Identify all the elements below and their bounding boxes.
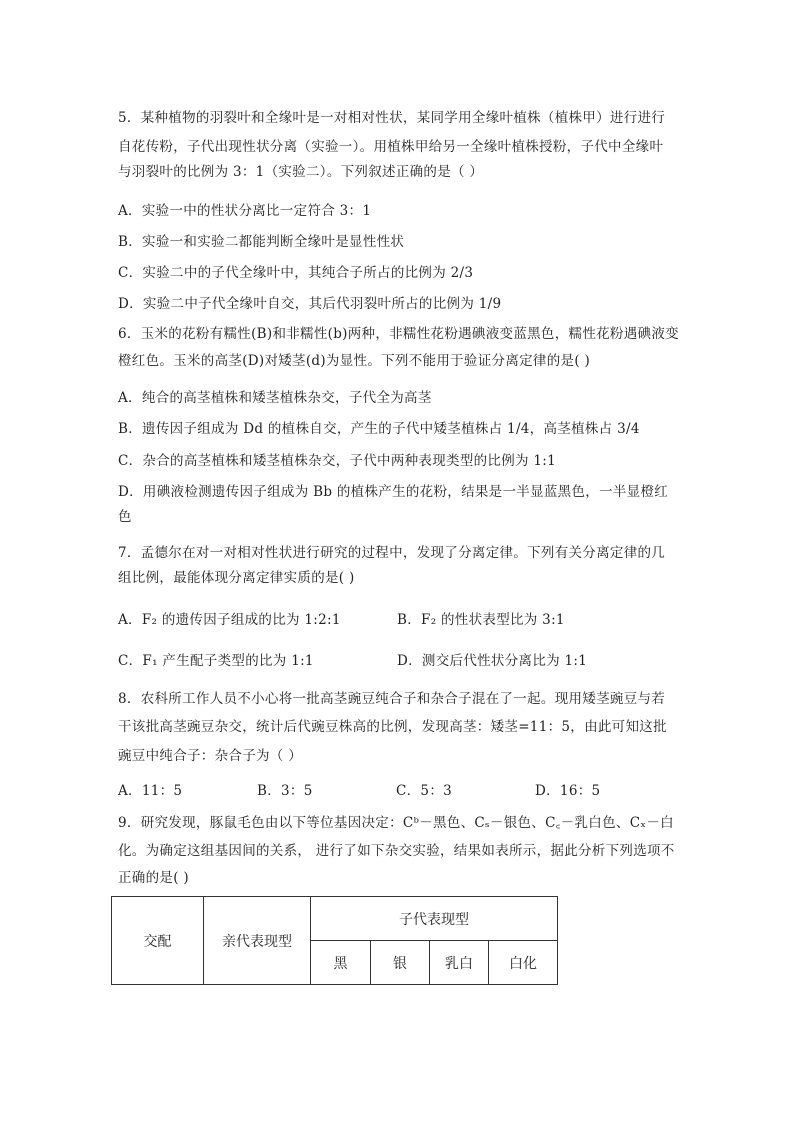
q6-stem-line-2: 橙红色。玉米的高茎(D)对矮茎(d)为显性。下列不能用于验证分离定律的是( ) [118, 353, 591, 369]
q5-option-a: A．实验一中的性状分离比一定符合 3：1 [118, 203, 372, 219]
q6-option-c: C．杂合的高茎植株和矮茎植株杂交，子代中两种表现类型的比例为 1:1 [118, 453, 557, 469]
q7-option-a: A．F₂ 的遗传因子组成的比为 1:2:1 [118, 612, 341, 628]
q5-stem-line-2: 自花传粉，子代出现性状分离（实验一）。用植株甲给另一全缘叶植株授粉，子代中全缘叶 [118, 139, 664, 155]
q9-stem-line-1: 9．研究发现，豚鼠毛色由以下等位基因决定：Cᵇ－黑色、Cₛ－银色、C꜀－乳白色、Cₓ－白 [118, 815, 674, 831]
q5-stem-line-1: 5．某种植物的羽裂叶和全缘叶是一对相对性状，某同学用全缘叶植株（植株甲）进行进行 [118, 110, 666, 126]
q6-option-b: B．遗传因子组成为 Dd 的植株自交，产生的子代中矮茎植株占 1/4，高茎植株占 3/4 [118, 421, 640, 437]
header-parent-phenotype: 亲代表现型 [204, 897, 311, 985]
q6-stem-line-1: 6．玉米的花粉有糯性(B)和非糯性(b)两种，非糯性花粉遇碘液变蓝黑色，糯性花粉遇碘液变 [118, 326, 679, 342]
q8-stem-line-1: 8．农科所工作人员不小心将一批高茎豌豆纯合子和杂合子混在了一起。现用矮茎豌豆与若 [118, 691, 666, 707]
q7-option-d: D．测交后代性状分离比为 1:1 [397, 653, 588, 669]
q9-stem-line-2: 化。为确定这组基因间的关系， 进行了如下杂交实验，结果如表所示，据此分析下列选项不 [118, 843, 675, 859]
q8-stem-line-2: 干该批高茎豌豆杂交，统计后代豌豆株高的比例，发现高茎：矮茎=11：5，由此可知这批 [118, 719, 667, 735]
q6-option-a: A．纯合的高茎植株和矮茎植株杂交，子代全为高茎 [118, 390, 432, 406]
q8-option-d: D．16：5 [535, 783, 601, 799]
header-offspring-phenotype: 子代表现型 [311, 897, 558, 941]
q5-option-c: C．实验二中的子代全缘叶中，其纯合子所占的比例为 2/3 [118, 265, 474, 281]
q8-option-b: B．3：5 [257, 783, 313, 799]
header-albino: 白化 [489, 941, 558, 985]
q7-stem-line-1: 7．孟德尔在对一对相对性状进行研究的过程中，发现了分离定律。下列有关分离定律的几 [118, 545, 666, 561]
q5-stem-line-3: 与羽裂叶的比例为 3：1（实验二）。下列叙述正确的是（ ） [118, 164, 484, 180]
header-black: 黑 [311, 941, 371, 985]
q6-option-d-line-1: D．用碘液检测遗传因子组成为 Bb 的植株产生的花粉，结果是一半显蓝黑色，一半显橙红 [118, 484, 669, 500]
q7-option-c: C．F₁ 产生配子类型的比为 1:1 [118, 653, 314, 669]
q7-option-b: B．F₂ 的性状表型比为 3:1 [397, 612, 565, 628]
q5-option-b: B．实验一和实验二都能判断全缘叶是显性性状 [118, 234, 405, 250]
q8-option-c: C．5：3 [396, 783, 453, 799]
q8-stem-line-3: 豌豆中纯合子：杂合子为（ ） [118, 748, 302, 764]
q8-option-a: A．11：5 [118, 783, 183, 799]
q5-option-d: D．实验二中子代全缘叶自交，其后代羽裂叶所占的比例为 1/9 [118, 296, 502, 312]
cross-result-table [111, 896, 558, 985]
header-cross: 交配 [112, 897, 204, 985]
q7-stem-line-2: 组比例，最能体现分离定律实质的是( ) [118, 570, 355, 586]
header-silver: 银 [371, 941, 430, 985]
header-cream: 乳白 [430, 941, 489, 985]
q6-option-d-line-2: 色 [118, 509, 132, 525]
q9-stem-line-3: 正确的是( ) [118, 870, 189, 886]
